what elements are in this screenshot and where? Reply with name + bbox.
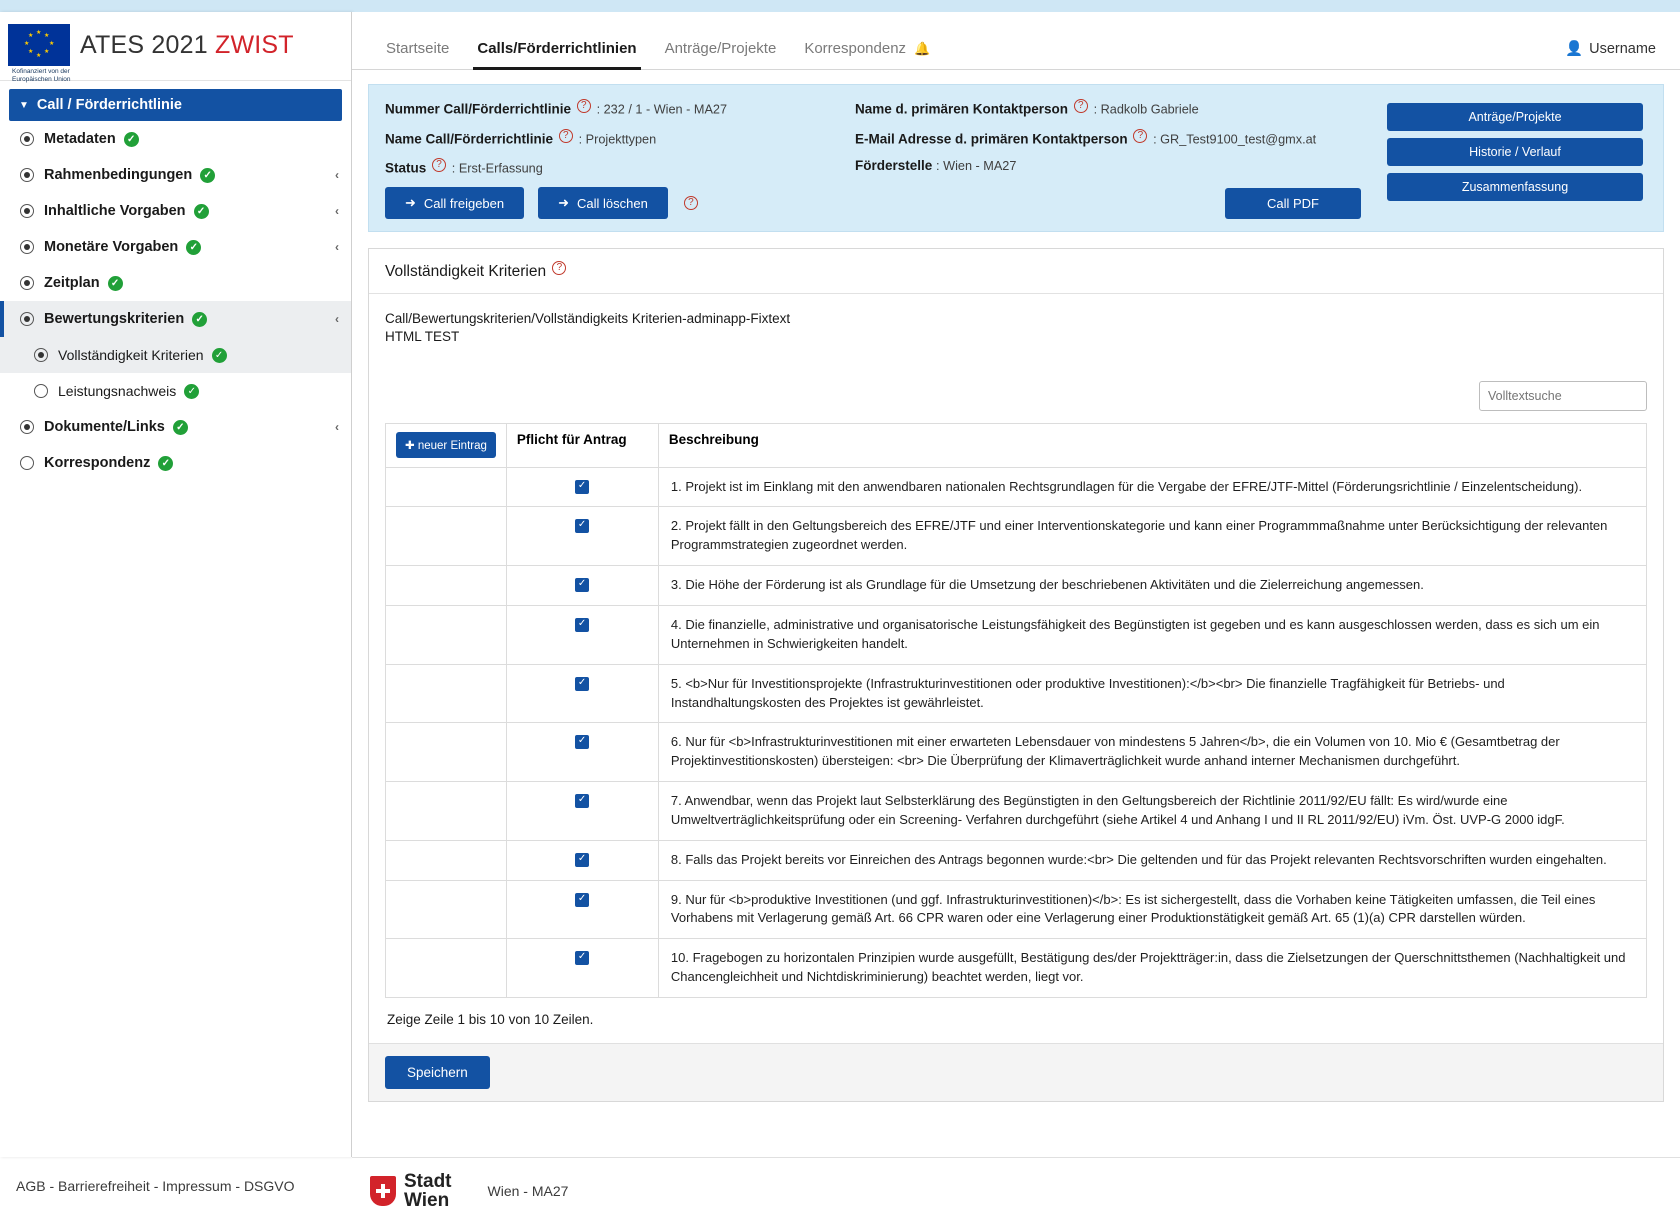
save-bar [369, 1043, 1663, 1101]
row-description-cell: 8. Falls das Projekt bereits vor Einreichen des Antrags begonnen wurde:<br> Die geltenden und für das Projekt relevanten Rechtsvorschriften wurden eingehalten. [658, 840, 1646, 880]
contact-email-label: E-Mail Adresse d. primären Kontaktperson [855, 131, 1128, 146]
criteria-card-title: Vollständigkeit Kriterien [385, 263, 547, 281]
row-description-cell: 10. Fragebogen zu horizontalen Prinzipien wurde ausgefüllt, Bestätigung des/der Projektträger:in, dass die Zielsetzungen der Querschnittsthemen (Nachhaltigkeit und Chancengleichheit und Nichtdiskriminierung) beachtet werden, liegt vor. [658, 939, 1646, 998]
row-description-cell: 9. Nur für <b>produktive Investitionen (und ggf. Infrastrukturinvestitionen)</b>: Es ist sichergestellt, dass die Vorhaben keine Tätigkeiten umfassen, die Teil eines Vorhabens mit Verlagerung gemäß Art. 66 CPR waren oder eine Verlagerung einer Produktionstätigkeit gemäß Art. 65 (1)(a) CPR darstellen würden. [658, 880, 1646, 939]
criteria-table-head [386, 423, 1647, 467]
status-ok-icon: ✓ [158, 456, 173, 471]
footer-links[interactable]: AGB - Barrierefreiheit - Impressum - DSGVO [16, 1178, 295, 1194]
chevron-right-icon[interactable]: ‹ [335, 312, 339, 326]
radio-icon [20, 240, 34, 254]
new-entry-button[interactable] [396, 432, 496, 458]
call-action-row [385, 187, 1647, 219]
historie-verlauf-button[interactable]: Historie / Verlauf [1387, 138, 1643, 166]
status-ok-icon: ✓ [212, 348, 227, 363]
help-icon[interactable]: ? [577, 99, 591, 113]
sidebar-item-inhaltliche-vorgaben[interactable] [0, 193, 351, 229]
new-entry-cell [386, 423, 507, 467]
arrow-right-icon: ➜ [405, 195, 416, 210]
table-row[interactable] [386, 782, 1647, 841]
call-status-value: : Erst-Erfassung [451, 161, 543, 176]
user-menu[interactable] [1565, 40, 1656, 57]
criteria-table [385, 423, 1647, 998]
radio-icon [20, 168, 34, 182]
row-count-info: Zeige Zeile 1 bis 10 von 10 Zeilen. [387, 1011, 594, 1027]
call-info-panel [368, 84, 1664, 232]
app-title-main: ATES 2021 [80, 30, 208, 59]
top-decorative-strip [0, 0, 1680, 12]
content-area [352, 70, 1680, 1102]
sidebar-item-leistungsnachweis[interactable] [0, 373, 351, 409]
new-entry-label: neuer Eintrag [417, 439, 487, 452]
row-pflicht-cell[interactable] [506, 507, 658, 566]
sidebar-item-label: Vollständigkeit Kriterien [58, 347, 204, 363]
sidebar-item-vollstaendigkeit-kriterien[interactable] [0, 337, 351, 373]
row-actions-cell [386, 880, 507, 939]
row-pflicht-cell[interactable] [506, 782, 658, 841]
sidebar-section-header[interactable] [9, 89, 342, 121]
search-row [385, 381, 1647, 411]
row-pflicht-cell[interactable] [506, 566, 658, 606]
row-actions-cell [386, 566, 507, 606]
status-ok-icon: ✓ [194, 204, 209, 219]
row-pflicht-cell[interactable] [506, 664, 658, 723]
table-row[interactable] [386, 605, 1647, 664]
sidebar-item-label: Rahmenbedingungen [44, 167, 193, 183]
sidebar-item-label: Dokumente/Links [44, 419, 165, 435]
sidebar-item-label: Zeitplan [44, 275, 100, 291]
criteria-fixtext-line2: HTML TEST [385, 329, 460, 345]
tab-label: Anträge/Projekte [664, 40, 777, 57]
user-icon: 👤 [1565, 41, 1584, 57]
criteria-fixtext-line1: Call/Bewertungskriterien/Vollständigkeits Kriterien-adminapp-Fixtext [385, 311, 791, 327]
sidebar-item-label: Bewertungskriterien [44, 311, 185, 327]
city-label-line2: Wien [404, 1190, 450, 1211]
antraege-projekte-button[interactable]: Anträge/Projekte [1387, 103, 1643, 131]
app-title [80, 31, 294, 60]
status-ok-icon: ✓ [173, 420, 188, 435]
chevron-right-icon[interactable]: ‹ [335, 204, 339, 218]
radio-icon [34, 384, 48, 398]
zusammenfassung-button[interactable]: Zusammenfassung [1387, 173, 1643, 201]
sidebar-item-bewertungskriterien[interactable] [0, 301, 351, 337]
criteria-table-body [386, 467, 1647, 997]
sidebar-item-label: Inhaltliche Vorgaben [44, 203, 186, 219]
status-ok-icon: ✓ [108, 276, 123, 291]
chevron-right-icon[interactable]: ‹ [335, 168, 339, 182]
table-row[interactable] [386, 840, 1647, 880]
row-actions-cell [386, 723, 507, 782]
row-actions-cell [386, 664, 507, 723]
contact-name-label: Name d. primären Kontaktperson [855, 101, 1069, 117]
criteria-card [368, 248, 1664, 1102]
radio-icon [20, 276, 34, 290]
row-description-cell: 7. Anwendbar, wenn das Projekt laut Selbsterklärung des Begünstigten in den Geltungsbereich der Richtlinie 2011/92/EU fällt: Es wird/wurde eine Umweltverträglichkeitsprüfung oder ein Screening- Verfahren durchgeführt (siehe Artikel 4 und Anhang I und II RL 2011/92/EU) iVm. Öst. UVP-G 2000 idgF. [658, 782, 1646, 841]
column-header-beschreibung[interactable]: Beschreibung [658, 423, 1646, 467]
sidebar-item-label: Leistungsnachweis [58, 383, 177, 399]
checkbox-icon[interactable] [575, 480, 589, 494]
radio-icon [20, 132, 34, 146]
call-freigeben-button[interactable] [385, 187, 524, 219]
chevron-right-icon[interactable]: ‹ [335, 240, 339, 254]
tab-korrespondenz[interactable] [790, 40, 944, 69]
call-status-row [385, 158, 855, 176]
call-name-row [385, 129, 855, 147]
app-title-accent: ZWIST [214, 30, 294, 59]
checkbox-icon[interactable] [575, 519, 589, 533]
status-ok-icon: ✓ [200, 168, 215, 183]
row-pflicht-cell[interactable] [506, 840, 658, 880]
checkbox-icon[interactable] [575, 618, 589, 632]
row-actions-cell [386, 507, 507, 566]
sidebar-item-label: Korrespondenz [44, 455, 151, 471]
help-icon[interactable]: ? [1074, 99, 1088, 113]
criteria-card-header [369, 249, 1663, 294]
cross-icon [376, 1184, 390, 1198]
call-number-value: : 232 / 1 - Wien - MA27 [596, 102, 728, 117]
status-ok-icon: ✓ [186, 240, 201, 255]
table-header-row [386, 423, 1647, 467]
call-pdf-button[interactable]: Call PDF [1225, 188, 1361, 219]
call-loeschen-label: Call löschen [577, 195, 648, 211]
checkbox-icon[interactable] [575, 578, 589, 592]
contact-name-value: : Radkolb Gabriele [1093, 102, 1199, 117]
help-icon[interactable]: ? [432, 158, 446, 172]
row-pflicht-cell[interactable] [506, 880, 658, 939]
call-status-label: Status [385, 160, 427, 176]
help-icon[interactable]: ? [684, 196, 698, 210]
chevron-right-icon[interactable]: ‹ [335, 420, 339, 434]
checkbox-icon[interactable] [575, 893, 589, 907]
search-input[interactable] [1479, 381, 1647, 411]
row-description-cell: 4. Die finanzielle, administrative und organisatorische Leistungsfähigkeit des Begünstigten ist gegeben und es kann ausgeschlossen werden, dass es sich um ein Unternehmen in Schwierigkeiten handelt. [658, 605, 1646, 664]
sidebar-item-metadaten[interactable] [0, 121, 351, 157]
call-freigeben-label: Call freigeben [423, 195, 505, 211]
table-row[interactable] [386, 664, 1647, 723]
status-ok-icon: ✓ [192, 312, 207, 327]
criteria-card-body [369, 294, 1663, 1101]
radio-icon [34, 348, 48, 362]
call-name-value: : Projekttypen [578, 132, 657, 146]
row-description-cell: 5. <b>Nur für Investitionsprojekte (Infrastrukturinvestitionen oder produktive Investitionen):</b><br> Die finanzielle Tragfähigkeit für Betriebs- und Instandhaltungskosten des Projektes ist gewährleistet. [658, 664, 1646, 723]
help-icon[interactable]: ? [1133, 129, 1147, 143]
radio-icon [20, 420, 34, 434]
chevron-down-icon: ▼ [19, 99, 29, 111]
sidebar-item-label: Metadaten [44, 131, 116, 147]
radio-icon [20, 456, 34, 470]
foerderstelle-value: : Wien - MA27 [936, 159, 1017, 173]
table-row[interactable] [386, 723, 1647, 782]
plus-icon: ✚ [405, 439, 415, 452]
save-button[interactable]: Speichern [385, 1056, 490, 1089]
row-actions-cell [386, 840, 507, 880]
tab-startseite[interactable] [372, 40, 463, 69]
sidebar-item-zeitplan[interactable] [0, 265, 351, 301]
brand-header [0, 12, 351, 84]
tab-label: Calls/Förderrichtlinien [477, 40, 637, 57]
checkbox-icon[interactable] [575, 853, 589, 867]
eu-flag-icon: ★ ★ ★ ★ ★ ★ ★ ★ [8, 24, 70, 66]
bell-icon: 🔔 [914, 41, 931, 56]
radio-icon [20, 312, 34, 326]
checkbox-icon[interactable] [575, 735, 589, 749]
username-label: Username [1589, 40, 1656, 57]
tab-label: Korrespondenz [804, 40, 907, 57]
status-ok-icon: ✓ [184, 384, 199, 399]
row-pflicht-cell[interactable] [506, 723, 658, 782]
contact-email-value: : GR_Test9100_test@gmx.at [1153, 132, 1317, 146]
row-actions-cell [386, 782, 507, 841]
criteria-fixtext [385, 310, 1647, 346]
row-actions-cell [386, 605, 507, 664]
tabbar [352, 12, 1680, 70]
sidebar-nav [0, 121, 351, 481]
row-actions-cell [386, 467, 507, 507]
sidebar-item-rahmenbedingungen[interactable] [0, 157, 351, 193]
table-row[interactable] [386, 507, 1647, 566]
table-row[interactable] [386, 939, 1647, 998]
call-name-label: Name Call/Förderrichtlinie [385, 131, 554, 146]
table-row[interactable] [386, 467, 1647, 507]
sidebar-item-dokumente-links[interactable] [0, 409, 351, 445]
status-ok-icon: ✓ [124, 132, 139, 147]
call-loeschen-button[interactable] [538, 187, 668, 219]
city-label-line1: Stadt [404, 1171, 452, 1192]
eu-funding-caption: Kofinanziert von der Europäischen Union [12, 68, 71, 84]
call-number-label: Nummer Call/Förderrichtlinie [385, 101, 572, 117]
checkbox-icon[interactable] [575, 794, 589, 808]
call-number-row [385, 99, 855, 117]
help-icon[interactable]: ? [559, 129, 573, 143]
sidebar-item-korrespondenz[interactable] [0, 445, 351, 481]
sidebar-section-label: Call / Förderrichtlinie [36, 97, 182, 113]
checkbox-icon[interactable] [575, 951, 589, 965]
checkbox-icon[interactable] [575, 677, 589, 691]
row-description-cell: 6. Nur für <b>Infrastrukturinvestitionen mit einer erwarteten Lebensdauer von mindestens 5 Jahren</b>, die ein Volumen von 10. Mio € (Gesamtbetrag der Projektinvestitionskosten) übersteigen: <br> Die Überprüfung der Klimaverträglichkeit wurde anhand interner Mechanismen durchgeführt. [658, 723, 1646, 782]
tab-calls-foerderrichtlinien[interactable] [463, 40, 650, 69]
row-description-cell: 2. Projekt fällt in den Geltungsbereich des EFRE/JTF und einer Interventionskategorie und kann einer Programmmaßnahme unter Berücksichtigung der relevanten Programmstrategien zugeordnet werden. [658, 507, 1646, 566]
row-pflicht-cell[interactable] [506, 939, 658, 998]
stadt-wien-logo [370, 1172, 452, 1210]
page-footer [352, 1157, 1680, 1224]
sidebar-item-monetaere-vorgaben[interactable] [0, 229, 351, 265]
sidebar [0, 12, 352, 1157]
row-description-cell: 1. Projekt ist im Einklang mit den anwendbaren nationalen Rechtsgrundlagen für die Vergabe der EFRE/JTF-Mittel (Förderungsrichtlinie / Einzelentscheidung). [658, 467, 1646, 507]
arrow-right-icon: ➜ [558, 195, 570, 210]
office-label: Wien - MA27 [487, 1183, 569, 1199]
row-description-cell: 3. Die Höhe der Förderung ist als Grundlage für die Umsetzung der beschriebenen Aktivitäten und die Zielerreichung angemessen. [658, 566, 1646, 606]
table-row[interactable] [386, 566, 1647, 606]
tab-label: Startseite [386, 40, 450, 57]
row-pflicht-cell[interactable] [506, 605, 658, 664]
radio-icon [20, 204, 34, 218]
help-icon[interactable]: ? [552, 261, 566, 275]
row-pflicht-cell[interactable] [506, 467, 658, 507]
table-row[interactable] [386, 880, 1647, 939]
tab-antraege-projekte[interactable] [651, 40, 791, 69]
sidebar-item-label: Monetäre Vorgaben [44, 239, 179, 255]
main-content [352, 12, 1680, 1224]
row-actions-cell [386, 939, 507, 998]
column-header-pflicht[interactable]: Pflicht für Antrag [506, 423, 658, 467]
foerderstelle-label: Förderstelle [855, 158, 933, 173]
wien-shield-icon [370, 1176, 396, 1206]
